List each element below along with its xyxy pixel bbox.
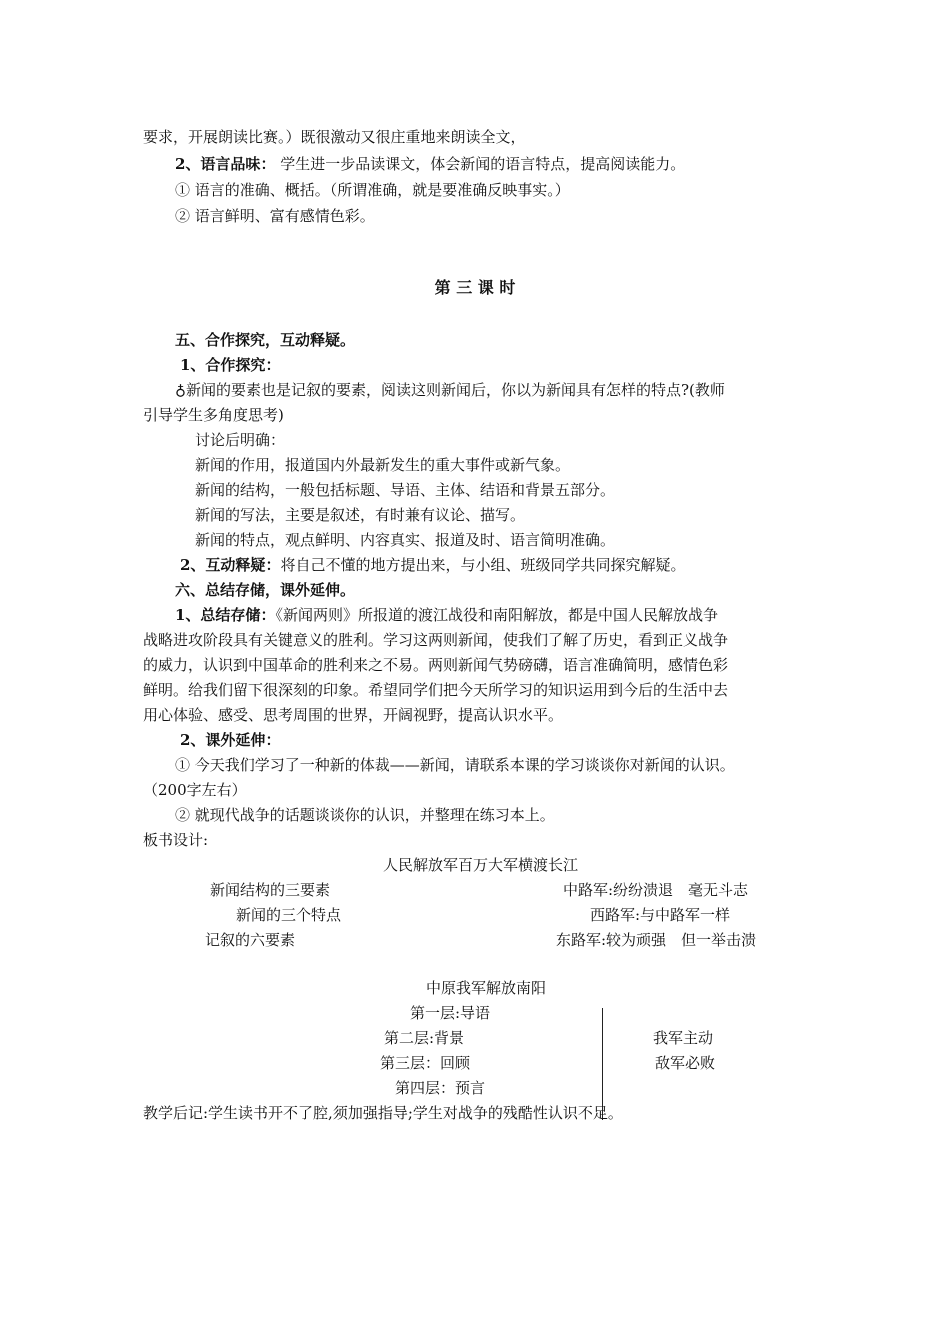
board-side-2: 敌军必败 xyxy=(655,1054,716,1072)
board-left-1: 新闻结构的三要素 xyxy=(210,881,331,899)
discussion-label: 讨论后明确： xyxy=(195,431,286,449)
question-line-2: 引导学生多角度思考) xyxy=(143,406,284,424)
board-title-2: 中原我军解放南阳 xyxy=(426,979,547,997)
board-layer-2: 第二层:背景 xyxy=(384,1029,465,1047)
interactive-qa-line xyxy=(180,555,685,575)
language-section-line xyxy=(175,154,685,174)
teaching-postscript: 教学后记:学生读书开不了腔,须加强指导;学生对战争的残酷性认识不足。 xyxy=(143,1104,623,1122)
extension-item-2: ② 就现代战争的话题谈谈你的认识，并整理在练习本上。 xyxy=(175,806,555,824)
summary-heading: 1、总结存储： xyxy=(175,606,276,624)
question-line-1: ♁新闻的要素也是记叙的要素，阅读这则新闻后，你以为新闻具有怎样的特点?(教师 xyxy=(175,381,725,399)
board-layer-3: 第三层：回顾 xyxy=(380,1054,471,1072)
interactive-qa-description: 将自己不懂的地方提出来，与小组、班级同学共同探究解疑。 xyxy=(280,556,686,574)
section-5-heading: 五、合作探究，互动释疑。 xyxy=(175,331,356,349)
board-right-2: 西路军:与中路军一样 xyxy=(590,906,731,924)
language-point-1: ① 语言的准确、概括。（所谓准确，就是要准确反映事实。） xyxy=(175,181,570,199)
board-side-1: 我军主动 xyxy=(653,1029,714,1047)
board-layer-4: 第四层：预言 xyxy=(395,1079,486,1097)
language-description: 学生进一步品读课文，体会新闻的语言特点，提高阅读能力。 xyxy=(275,155,686,173)
board-right-1: 中路军:纷纷溃退 毫无斗志 xyxy=(563,881,749,899)
summary-line-4: 鲜明。给我们留下很深刻的印象。希望同学们把今天所学习的知识运用到今后的生活中去 xyxy=(143,681,729,699)
extension-item-1: ① 今天我们学习了一种新的体裁——新闻，请联系本课的学习谈谈你对新闻的认识。 xyxy=(175,756,735,774)
board-title-1: 人民解放军百万大军横渡长江 xyxy=(383,856,579,874)
summary-line-3: 的威力，认识到中国革命的胜利来之不易。两则新闻气势磅礴，语言准确简明，感情色彩 xyxy=(143,656,729,674)
board-left-2: 新闻的三个特点 xyxy=(236,906,342,924)
section-6-heading: 六、总结存储，课外延伸。 xyxy=(175,581,356,599)
news-feature-item-3: 新闻的写法，主要是叙述，有时兼有议论、描写。 xyxy=(195,506,526,524)
paragraph-line: 要求，开展朗读比赛。）既很激动又很庄重地来朗读全文， xyxy=(143,128,526,146)
interactive-qa-heading: 2、互动释疑： xyxy=(180,556,281,574)
summary-line-5: 用心体验、感受、思考周围的世界，开阔视野，提高认识水平。 xyxy=(143,706,564,724)
language-point-2: ② 语言鲜明、富有感情色彩。 xyxy=(175,207,375,225)
board-left-3: 记叙的六要素 xyxy=(205,931,296,949)
summary-line-1 xyxy=(175,605,718,625)
language-heading: 2、语言品味： xyxy=(175,155,276,173)
cooperative-inquiry-heading: 1、合作探究： xyxy=(180,356,281,374)
extension-item-1-cont: （200字左右） xyxy=(143,781,247,799)
board-design-label: 板书设计: xyxy=(143,831,209,849)
news-feature-item-2: 新闻的结构，一般包括标题、导语、主体、结语和背景五部分。 xyxy=(195,481,616,499)
board-layer-1: 第一层:导语 xyxy=(410,1004,491,1022)
news-feature-item-4: 新闻的特点，观点鲜明、内容真实、报道及时、语言简明准确。 xyxy=(195,531,616,549)
summary-text: 《新闻两则》所报道的渡江战役和南阳解放，都是中国人民解放战争 xyxy=(275,606,718,624)
extension-heading: 2、课外延伸： xyxy=(180,731,281,749)
lesson-title: 第 三 课 时 xyxy=(434,278,516,297)
board-right-3: 东路军:较为顽强 但一举击溃 xyxy=(556,931,757,949)
summary-line-2: 战略进攻阶段具有关键意义的胜利。学习这两则新闻，使我们了解了历史，看到正义战争 xyxy=(143,631,729,649)
news-feature-item-1: 新闻的作用，报道国内外最新发生的重大事件或新气象。 xyxy=(195,456,571,474)
